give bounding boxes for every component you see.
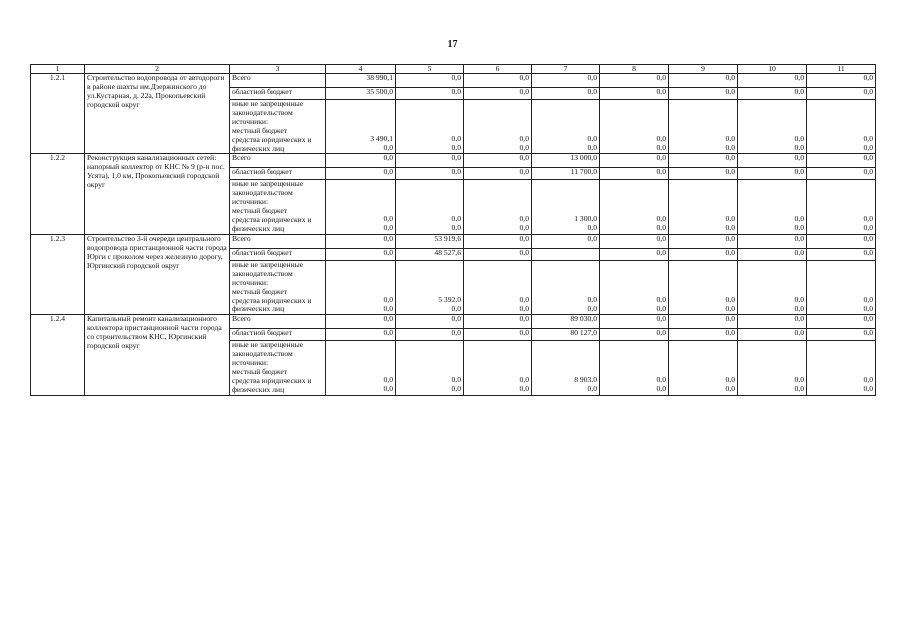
legal-value: 0,0 bbox=[863, 142, 873, 152]
legal-value: 0,0 bbox=[587, 384, 597, 394]
other-sources-values bbox=[396, 260, 464, 314]
total-value: 0,0 bbox=[532, 234, 600, 248]
total-value: 0,0 bbox=[464, 315, 532, 329]
source-legal-label: средства юридических и физических лиц bbox=[232, 134, 312, 153]
other-sources-values bbox=[532, 260, 600, 314]
local-value: 0,0 bbox=[863, 134, 873, 143]
total-value: 0,0 bbox=[807, 315, 876, 329]
legal-value: 0,0 bbox=[656, 223, 666, 233]
total-value: 0,0 bbox=[600, 234, 669, 248]
total-value: 0,0 bbox=[738, 234, 807, 248]
total-value: 0,0 bbox=[396, 154, 464, 168]
other-sources-values bbox=[600, 341, 669, 395]
regional-value: 0,0 bbox=[807, 248, 876, 260]
project-name: Реконструкция канализационных сетей: напорный коллектор от КНС № 9 (р-н пос. Усята), 1,0 км, Прокопьевский городской округ bbox=[85, 154, 230, 234]
legal-value: 0,0 bbox=[519, 223, 529, 233]
project-code: 1.2.4 bbox=[31, 315, 85, 395]
regional-value: 0,0 bbox=[807, 329, 876, 341]
regional-value: 80 127,0 bbox=[532, 329, 600, 341]
column-header: 3 bbox=[230, 65, 326, 74]
column-header: 8 bbox=[600, 65, 669, 74]
other-sources-values bbox=[396, 341, 464, 395]
source-total-label: Всего bbox=[230, 234, 326, 248]
total-value: 53 919,6 bbox=[396, 234, 464, 248]
total-value: 0,0 bbox=[600, 315, 669, 329]
other-sources-values bbox=[396, 100, 464, 154]
source-other-label: иные не запрещенные законодательством источники: bbox=[232, 340, 304, 368]
column-header: 7 bbox=[532, 65, 600, 74]
regional-value: 0,0 bbox=[326, 248, 396, 260]
source-other-label: иные не запрещенные законодательством источники: bbox=[232, 260, 304, 287]
regional-value: 0,0 bbox=[669, 168, 738, 180]
local-value: 0,0 bbox=[794, 375, 804, 385]
legal-value: 0,0 bbox=[794, 142, 804, 152]
local-value: 0,0 bbox=[863, 375, 873, 385]
legal-value: 0,0 bbox=[725, 303, 735, 313]
local-value: 0,0 bbox=[794, 214, 804, 224]
column-header: 1 bbox=[31, 65, 85, 74]
project-total-row bbox=[31, 315, 876, 329]
source-regional-label: областной бюджет bbox=[230, 88, 326, 100]
regional-value: 0,0 bbox=[807, 168, 876, 180]
local-value: 8 903,0 bbox=[574, 375, 597, 385]
local-value: 0,0 bbox=[587, 294, 597, 304]
local-value: 0,0 bbox=[519, 134, 529, 143]
total-value: 0,0 bbox=[326, 315, 396, 329]
column-header: 11 bbox=[807, 65, 876, 74]
project-total-row bbox=[31, 154, 876, 168]
total-value: 38 990,1 bbox=[326, 74, 396, 88]
other-sources-values bbox=[600, 260, 669, 314]
local-value: 0,0 bbox=[863, 214, 873, 224]
other-sources-values bbox=[532, 100, 600, 154]
regional-value: 0,0 bbox=[669, 248, 738, 260]
local-value: 0,0 bbox=[725, 214, 735, 224]
source-other-block bbox=[230, 341, 326, 395]
other-sources-values bbox=[532, 180, 600, 234]
legal-value: 0,0 bbox=[725, 223, 735, 233]
regional-value: 0,0 bbox=[464, 168, 532, 180]
total-value: 0,0 bbox=[669, 74, 738, 88]
legal-value: 0,0 bbox=[587, 142, 597, 152]
other-sources-values bbox=[807, 260, 876, 314]
legal-value: 0,0 bbox=[794, 223, 804, 233]
legal-value: 0,0 bbox=[863, 303, 873, 313]
local-value: 0,0 bbox=[725, 294, 735, 304]
other-sources-values bbox=[669, 341, 738, 395]
legal-value: 0,0 bbox=[451, 223, 461, 233]
budget-table bbox=[30, 64, 876, 396]
other-sources-values bbox=[738, 341, 807, 395]
regional-value: 0,0 bbox=[464, 248, 532, 260]
local-value: 0,0 bbox=[383, 375, 393, 385]
total-value: 0,0 bbox=[807, 234, 876, 248]
legal-value: 0,0 bbox=[656, 142, 666, 152]
other-sources-values bbox=[396, 180, 464, 234]
other-sources-values bbox=[738, 100, 807, 154]
other-sources-values bbox=[669, 180, 738, 234]
other-sources-values bbox=[669, 100, 738, 154]
column-header: 5 bbox=[396, 65, 464, 74]
page-number: 17 bbox=[447, 39, 458, 50]
legal-value: 0,0 bbox=[587, 303, 597, 313]
source-other-block bbox=[230, 180, 326, 234]
legal-value: 0,0 bbox=[794, 384, 804, 394]
regional-value: 0,0 bbox=[600, 248, 669, 260]
legal-value: 0,0 bbox=[863, 384, 873, 394]
total-value: 0,0 bbox=[396, 74, 464, 88]
local-value: 5 392,0 bbox=[438, 294, 461, 304]
local-value: 0,0 bbox=[794, 134, 804, 143]
regional-value: 0,0 bbox=[600, 168, 669, 180]
project-total-row bbox=[31, 74, 876, 88]
other-sources-values bbox=[600, 100, 669, 154]
other-sources-values bbox=[464, 180, 532, 234]
local-value: 0,0 bbox=[587, 134, 597, 143]
source-legal-label: средства юридических и физических лиц bbox=[232, 215, 312, 233]
column-header-row bbox=[31, 65, 876, 74]
total-value: 0,0 bbox=[396, 315, 464, 329]
regional-value: 11 700,0 bbox=[532, 168, 600, 180]
local-value: 1 300,0 bbox=[574, 214, 597, 224]
regional-value: 0,0 bbox=[738, 329, 807, 341]
local-value: 0,0 bbox=[451, 134, 461, 143]
legal-value: 0,0 bbox=[451, 142, 461, 152]
source-other-label: иные не запрещенные законодательством источники: bbox=[232, 99, 304, 126]
source-regional-label: областной бюджет bbox=[230, 168, 326, 180]
local-value: 0,0 bbox=[451, 214, 461, 224]
source-total-label: Всего bbox=[230, 154, 326, 168]
local-value: 0,0 bbox=[656, 294, 666, 304]
legal-value: 0,0 bbox=[451, 384, 461, 394]
total-value: 0,0 bbox=[669, 234, 738, 248]
legal-value: 0,0 bbox=[519, 142, 529, 152]
regional-value: 0,0 bbox=[600, 88, 669, 100]
project-code: 1.2.3 bbox=[31, 234, 85, 314]
legal-value: 0,0 bbox=[794, 303, 804, 313]
legal-value: 0,0 bbox=[725, 384, 735, 394]
other-sources-values bbox=[807, 180, 876, 234]
source-other-block bbox=[230, 100, 326, 154]
regional-value: 0,0 bbox=[532, 88, 600, 100]
column-header: 10 bbox=[738, 65, 807, 74]
source-regional-label: областной бюджет bbox=[230, 329, 326, 341]
legal-value: 0,0 bbox=[383, 303, 393, 313]
other-sources-values bbox=[326, 260, 396, 314]
project-name: Капитальный ремонт канализационного коллектора пристанционной части города со строительством КНС, Юргинский городской округ bbox=[85, 315, 230, 395]
total-value: 0,0 bbox=[464, 74, 532, 88]
legal-value: 0,0 bbox=[383, 223, 393, 233]
legal-value: 0,0 bbox=[656, 303, 666, 313]
other-sources-values bbox=[532, 341, 600, 395]
regional-value bbox=[532, 248, 600, 260]
project-code: 1.2.1 bbox=[31, 74, 85, 154]
legal-value: 0,0 bbox=[383, 142, 393, 152]
regional-value: 0,0 bbox=[326, 168, 396, 180]
total-value: 13 000,0 bbox=[532, 154, 600, 168]
source-regional-label: областной бюджет bbox=[230, 248, 326, 260]
other-sources-values bbox=[326, 341, 396, 395]
other-sources-values bbox=[326, 180, 396, 234]
source-total-label: Всего bbox=[230, 315, 326, 329]
regional-value: 0,0 bbox=[396, 168, 464, 180]
project-name: Строительство 3-й очереди центрального водопровода пристанционной части города Юрги с проколом через железную дорогу, Юргинский городской округ bbox=[85, 234, 230, 314]
other-sources-values bbox=[464, 100, 532, 154]
other-sources-values bbox=[669, 260, 738, 314]
source-legal-label: средства юридических и физических лиц bbox=[232, 295, 312, 314]
total-value: 0,0 bbox=[464, 154, 532, 168]
other-sources-values bbox=[738, 180, 807, 234]
total-value: 0,0 bbox=[807, 74, 876, 88]
regional-value: 48 527,6 bbox=[396, 248, 464, 260]
legal-value: 0,0 bbox=[863, 223, 873, 233]
other-sources-values bbox=[464, 260, 532, 314]
local-value: 0,0 bbox=[451, 375, 461, 385]
source-local-label: местный бюджет bbox=[232, 367, 288, 377]
other-sources-values bbox=[600, 180, 669, 234]
local-value: 0,0 bbox=[383, 214, 393, 224]
column-header: 9 bbox=[669, 65, 738, 74]
column-header: 2 bbox=[85, 65, 230, 74]
local-value: 0,0 bbox=[863, 294, 873, 304]
project-code: 1.2.2 bbox=[31, 154, 85, 234]
legal-value: 0,0 bbox=[656, 384, 666, 394]
regional-value: 0,0 bbox=[738, 88, 807, 100]
source-local-label: местный бюджет bbox=[232, 206, 288, 216]
total-value: 0,0 bbox=[669, 154, 738, 168]
column-header: 6 bbox=[464, 65, 532, 74]
local-value: 0,0 bbox=[519, 294, 529, 304]
total-value: 0,0 bbox=[807, 154, 876, 168]
local-value: 0,0 bbox=[725, 134, 735, 143]
regional-value: 0,0 bbox=[326, 329, 396, 341]
regional-value: 0,0 bbox=[738, 248, 807, 260]
total-value: 0,0 bbox=[738, 315, 807, 329]
regional-value: 0,0 bbox=[669, 329, 738, 341]
total-value: 89 030,0 bbox=[532, 315, 600, 329]
source-other-block bbox=[230, 260, 326, 314]
other-sources-values bbox=[326, 100, 396, 154]
total-value: 0,0 bbox=[600, 74, 669, 88]
legal-value: 0,0 bbox=[725, 142, 735, 152]
regional-value: 0,0 bbox=[807, 88, 876, 100]
legal-value: 0,0 bbox=[519, 303, 529, 313]
local-value: 0,0 bbox=[794, 294, 804, 304]
regional-value: 0,0 bbox=[600, 329, 669, 341]
project-total-row bbox=[31, 234, 876, 248]
local-value: 0,0 bbox=[656, 375, 666, 385]
total-value: 0,0 bbox=[464, 234, 532, 248]
other-sources-values bbox=[464, 341, 532, 395]
total-value: 0,0 bbox=[326, 234, 396, 248]
local-value: 0,0 bbox=[383, 294, 393, 304]
total-value: 0,0 bbox=[532, 74, 600, 88]
other-sources-values bbox=[807, 341, 876, 395]
total-value: 0,0 bbox=[326, 154, 396, 168]
legal-value: 0,0 bbox=[383, 384, 393, 394]
legal-value: 0,0 bbox=[519, 384, 529, 394]
legal-value: 0,0 bbox=[587, 223, 597, 233]
legal-value: 0,0 bbox=[451, 303, 461, 313]
total-value: 0,0 bbox=[738, 74, 807, 88]
regional-value: 0,0 bbox=[396, 329, 464, 341]
other-sources-values bbox=[738, 260, 807, 314]
total-value: 0,0 bbox=[738, 154, 807, 168]
source-total-label: Всего bbox=[230, 74, 326, 88]
total-value: 0,0 bbox=[669, 315, 738, 329]
regional-value: 0,0 bbox=[464, 88, 532, 100]
local-value: 0,0 bbox=[519, 375, 529, 385]
regional-value: 0,0 bbox=[669, 88, 738, 100]
source-local-label: местный бюджет bbox=[232, 286, 288, 296]
total-value: 0,0 bbox=[600, 154, 669, 168]
local-value: 0,0 bbox=[656, 214, 666, 224]
source-other-label: иные не запрещенные законодательством источники: bbox=[232, 179, 304, 207]
local-value: 0,0 bbox=[519, 214, 529, 224]
local-value: 0,0 bbox=[725, 375, 735, 385]
regional-value: 35 500,0 bbox=[326, 88, 396, 100]
regional-value: 0,0 bbox=[396, 88, 464, 100]
column-header: 4 bbox=[326, 65, 396, 74]
regional-value: 0,0 bbox=[738, 168, 807, 180]
regional-value: 0,0 bbox=[464, 329, 532, 341]
source-local-label: местный бюджет bbox=[232, 125, 288, 135]
source-legal-label: средства юридических и физических лиц bbox=[232, 375, 312, 394]
local-value: 3 490,1 bbox=[370, 134, 393, 143]
project-name: Строительство водопровода от автодороги в районе шахты им.Дзержинского до ул.Кустарная, д. 22а, Прокопьевский городской округ bbox=[85, 74, 230, 154]
local-value: 0,0 bbox=[656, 134, 666, 143]
other-sources-values bbox=[807, 100, 876, 154]
